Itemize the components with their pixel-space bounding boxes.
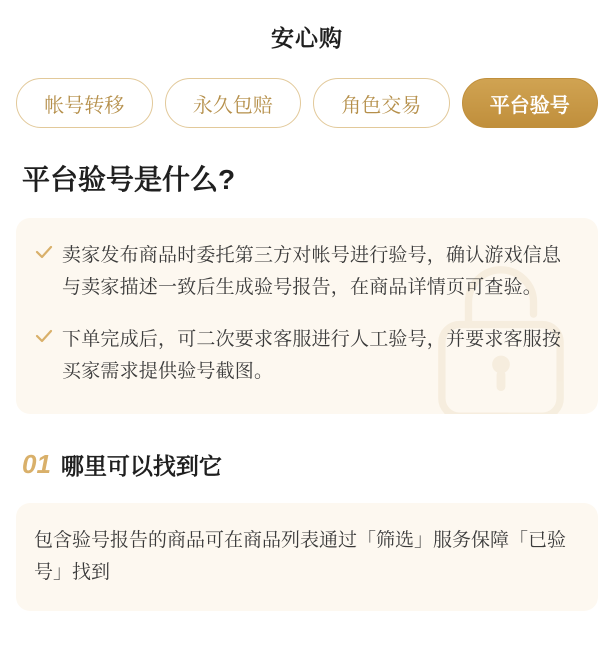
numbered-heading	[0, 414, 614, 491]
bullet-item	[34, 240, 580, 304]
step-body-card	[16, 503, 598, 611]
check-icon	[34, 240, 54, 266]
bullet-text: 卖家发布商品时委托第三方对帐号进行验号，确认游戏信息与卖家描述一致后生成验号报告，在商品详情页可查验。	[62, 245, 562, 298]
tab-bar	[0, 72, 614, 134]
tab-permanent-compensation[interactable]: 永久包赔	[165, 78, 302, 128]
check-icon	[34, 324, 54, 350]
tab-role-trade[interactable]: 角色交易	[313, 78, 450, 128]
bullet-text: 下单完成后，可二次要求客服进行人工验号，并要求客服按买家需求提供验号截图。	[62, 329, 562, 382]
info-card	[16, 218, 598, 414]
step-number: 01	[22, 449, 51, 479]
tab-platform-verification[interactable]: 平台验号	[462, 78, 599, 128]
tab-account-transfer[interactable]: 帐号转移	[16, 78, 153, 128]
page-header	[0, 0, 614, 72]
step-body-text: 包含验号报告的商品可在商品列表通过「筛选」服务保障「已验号」找到	[34, 530, 567, 583]
page-title: 安心购	[271, 24, 343, 51]
step-title: 哪里可以找到它	[60, 453, 222, 479]
bullet-item	[34, 324, 580, 388]
section-title: 平台验号是什么?	[22, 164, 236, 195]
